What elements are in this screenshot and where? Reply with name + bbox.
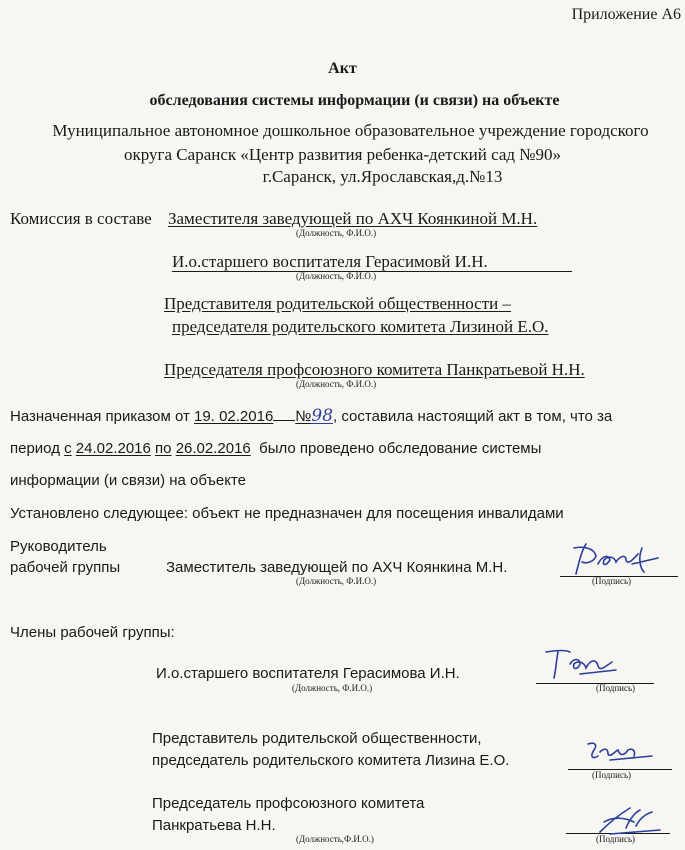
order-number: 98 bbox=[311, 406, 334, 426]
order-paragraph bbox=[10, 406, 612, 426]
period-to-label: по bbox=[155, 440, 172, 457]
period-to-date: 26.02.2016 bbox=[175, 440, 251, 457]
signature-caption: (Подпись) bbox=[596, 834, 636, 844]
period-text-b: было проведено обследование системы bbox=[259, 440, 542, 457]
members-title: Члены рабочей группы: bbox=[10, 624, 175, 641]
member-3-line-2: Панкратьева Н.Н. bbox=[152, 817, 276, 834]
commission-member-3-line-1: Представителя родительской общественности – bbox=[164, 294, 511, 313]
period-from-label: с bbox=[64, 440, 72, 457]
org-address: г.Саранск, ул.Ярославская,д.№13 bbox=[262, 167, 503, 186]
appendix-label: Приложение А6 bbox=[571, 6, 681, 23]
order-date: 19. 02.2016 bbox=[194, 408, 274, 425]
member-2-line-2: председатель родительского комитета Лизина Е.О. bbox=[152, 752, 510, 769]
order-text-b: , составила настоящий акт в том, что за bbox=[333, 408, 613, 425]
org-line-1: Муниципальное автономное дошкольное образовательное учреждение городского bbox=[52, 121, 649, 140]
member-1: И.о.старшего воспитателя Герасимова И.Н. bbox=[156, 665, 460, 682]
period-line-2: информации (и связи) на объекте bbox=[10, 472, 246, 489]
leader-label-2: рабочей группы bbox=[10, 559, 121, 576]
position-caption: (Должность, Ф.И.О.) bbox=[296, 379, 377, 389]
order-number-label: № bbox=[295, 408, 312, 425]
position-caption: (Должность, Ф.И.О.) bbox=[296, 271, 377, 281]
doc-title: Акт bbox=[328, 60, 357, 77]
signature-caption: (Подпись) bbox=[592, 770, 632, 780]
commission-member-4: Председателя профсоюзного комитета Панкратьевой Н.Н. bbox=[164, 360, 585, 379]
period-from-date: 24.02.2016 bbox=[75, 440, 151, 457]
member-2-signature bbox=[580, 734, 660, 770]
commission-member-3-line-2: председателя родительского комитета Лизиной Е.О. bbox=[172, 317, 549, 336]
org-line-2: округа Саранск «Центр развития ребенка-детский сад №90» bbox=[124, 145, 561, 164]
period-text-a: период bbox=[10, 440, 60, 457]
leader-name: Заместитель заведующей по АХЧ Коянкина М.Н. bbox=[166, 559, 508, 576]
commission-prefix: Комиссия в составе bbox=[10, 209, 152, 228]
member-2-line-1: Представитель родительской общественности, bbox=[152, 730, 482, 747]
finding-text: Установлено следующее: объект не предназначен для посещения инвалидами bbox=[10, 505, 564, 522]
member-3-signature bbox=[590, 800, 666, 840]
signature-caption: (Подпись) bbox=[596, 683, 636, 693]
doc-subtitle: обследования системы информации (и связи) на объекте bbox=[149, 92, 560, 109]
order-text-a: Назначенная приказом от bbox=[10, 408, 190, 425]
leader-label-1: Руководитель bbox=[10, 538, 107, 555]
commission-member-1: Заместителя заведующей по АХЧ Коянкиной М.Н. bbox=[168, 209, 538, 228]
position-caption: (Должность, Ф.И.О.) bbox=[292, 683, 373, 693]
commission-member-2: И.о.старшего воспитателя Герасимовй И.Н. bbox=[172, 252, 488, 271]
position-caption: (Должность, Ф.И.О.) bbox=[296, 576, 377, 586]
position-caption: (Должность, Ф.И.О.) bbox=[296, 228, 377, 238]
leader-signature bbox=[568, 538, 668, 580]
position-caption: (Должность,Ф.И.О.) bbox=[296, 834, 374, 844]
period-line bbox=[10, 440, 541, 457]
member-1-signature bbox=[540, 644, 620, 684]
signature-caption: (Подпись) bbox=[592, 576, 632, 586]
member-3-line-1: Председатель профсоюзного комитета bbox=[152, 795, 425, 812]
